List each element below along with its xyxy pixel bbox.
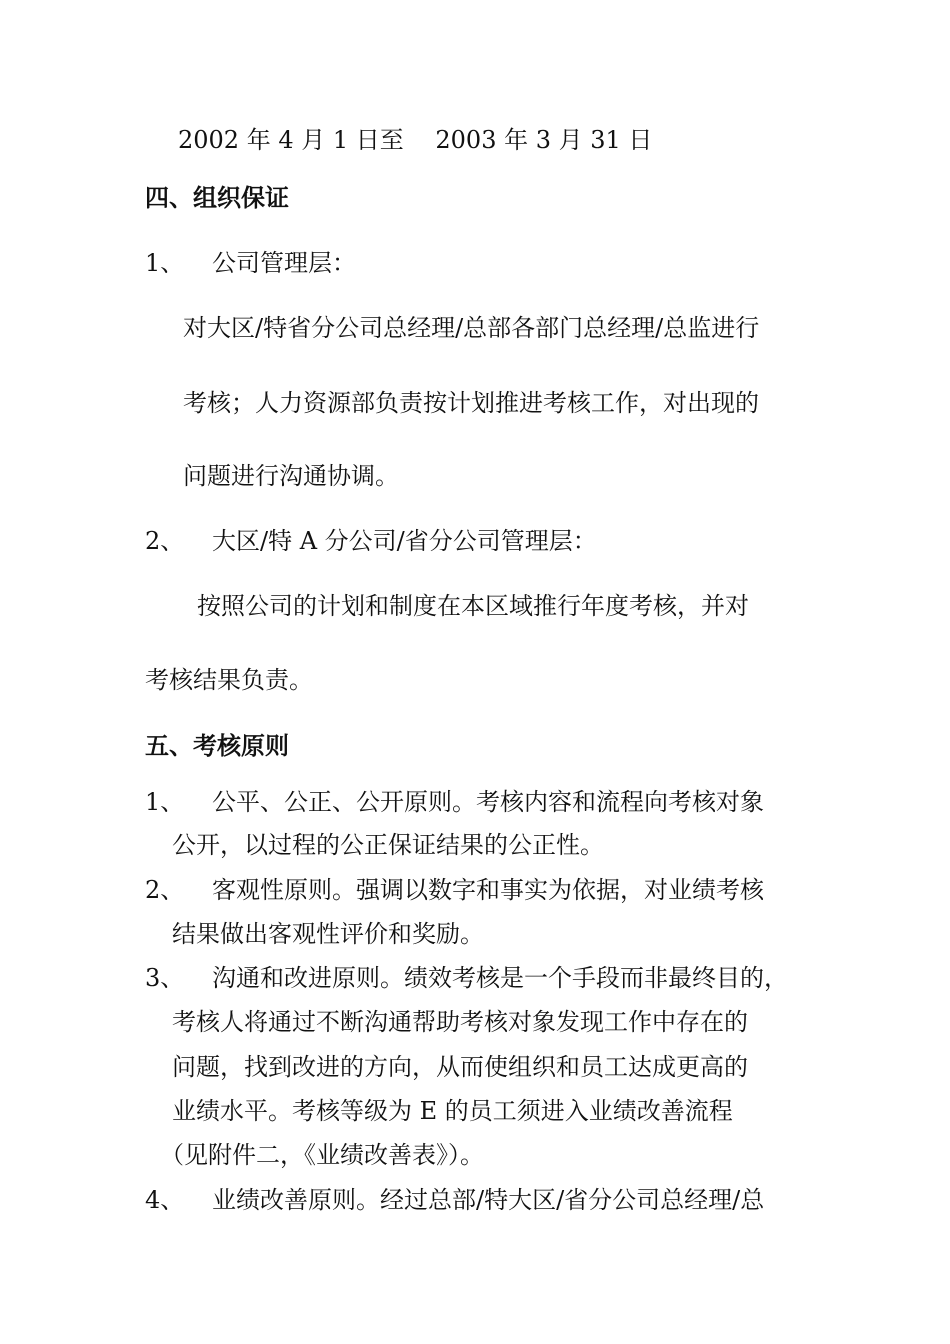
- section-5-item-1-number: 1、: [145, 788, 185, 816]
- section-4-item-1-line: 考核；人力资源部负责按计划推进考核工作，对出现的: [183, 389, 759, 417]
- section-5-item-2-cont: 结果做出客观性评价和奖励。: [172, 920, 484, 948]
- section-4-item-2-number: 2、: [145, 527, 185, 555]
- section-4-item-1-number: 1、: [145, 249, 185, 277]
- section-5-item-2-text: 客观性原则。强调以数字和事实为依据，对业绩考核: [212, 876, 764, 904]
- section-5-item-3-cont: （见附件二，《业绩改善表》）。: [160, 1141, 484, 1169]
- date-range: 2002 年 4 月 1 日至 2003 年 3 月 31 日: [178, 126, 653, 154]
- section-5-item-3-number: 3、: [145, 964, 185, 992]
- section-5-item-4-text: 业绩改善原则。经过总部/特大区/省分公司总经理/总: [212, 1186, 765, 1214]
- section-5-item-1-text: 公平、公正、公开原则。考核内容和流程向考核对象: [212, 788, 764, 816]
- section-5-item-3-cont: 考核人将通过不断沟通帮助考核对象发现工作中存在的: [172, 1008, 748, 1036]
- section-5-item-4-number: 4、: [145, 1186, 185, 1214]
- section-5-item-3-cont: 业绩水平。考核等级为 E 的员工须进入业绩改善流程: [172, 1097, 733, 1125]
- section-4-item-1-label: 公司管理层：: [212, 249, 356, 277]
- section-4-item-2-line: 考核结果负责。: [145, 666, 313, 694]
- section-5-item-3-text: 沟通和改进原则。绩效考核是一个手段而非最终目的，: [212, 964, 788, 992]
- section-5-item-1-cont: 公开，以过程的公正保证结果的公正性。: [172, 831, 604, 859]
- section-4-title: 四、组织保证: [145, 183, 289, 212]
- section-5-title: 五、考核原则: [145, 731, 289, 760]
- section-4-item-2-line: 按照公司的计划和制度在本区域推行年度考核，并对: [197, 592, 749, 620]
- section-5-item-3-cont: 问题，找到改进的方向，从而使组织和员工达成更高的: [172, 1053, 748, 1081]
- section-5-item-2-number: 2、: [145, 876, 185, 904]
- section-4-item-2-label: 大区/特 A 分公司/省分公司管理层：: [212, 527, 597, 555]
- section-4-item-1-line: 问题进行沟通协调。: [183, 462, 399, 490]
- section-4-item-1-line: 对大区/特省分公司总经理/总部各部门总经理/总监进行: [183, 314, 760, 342]
